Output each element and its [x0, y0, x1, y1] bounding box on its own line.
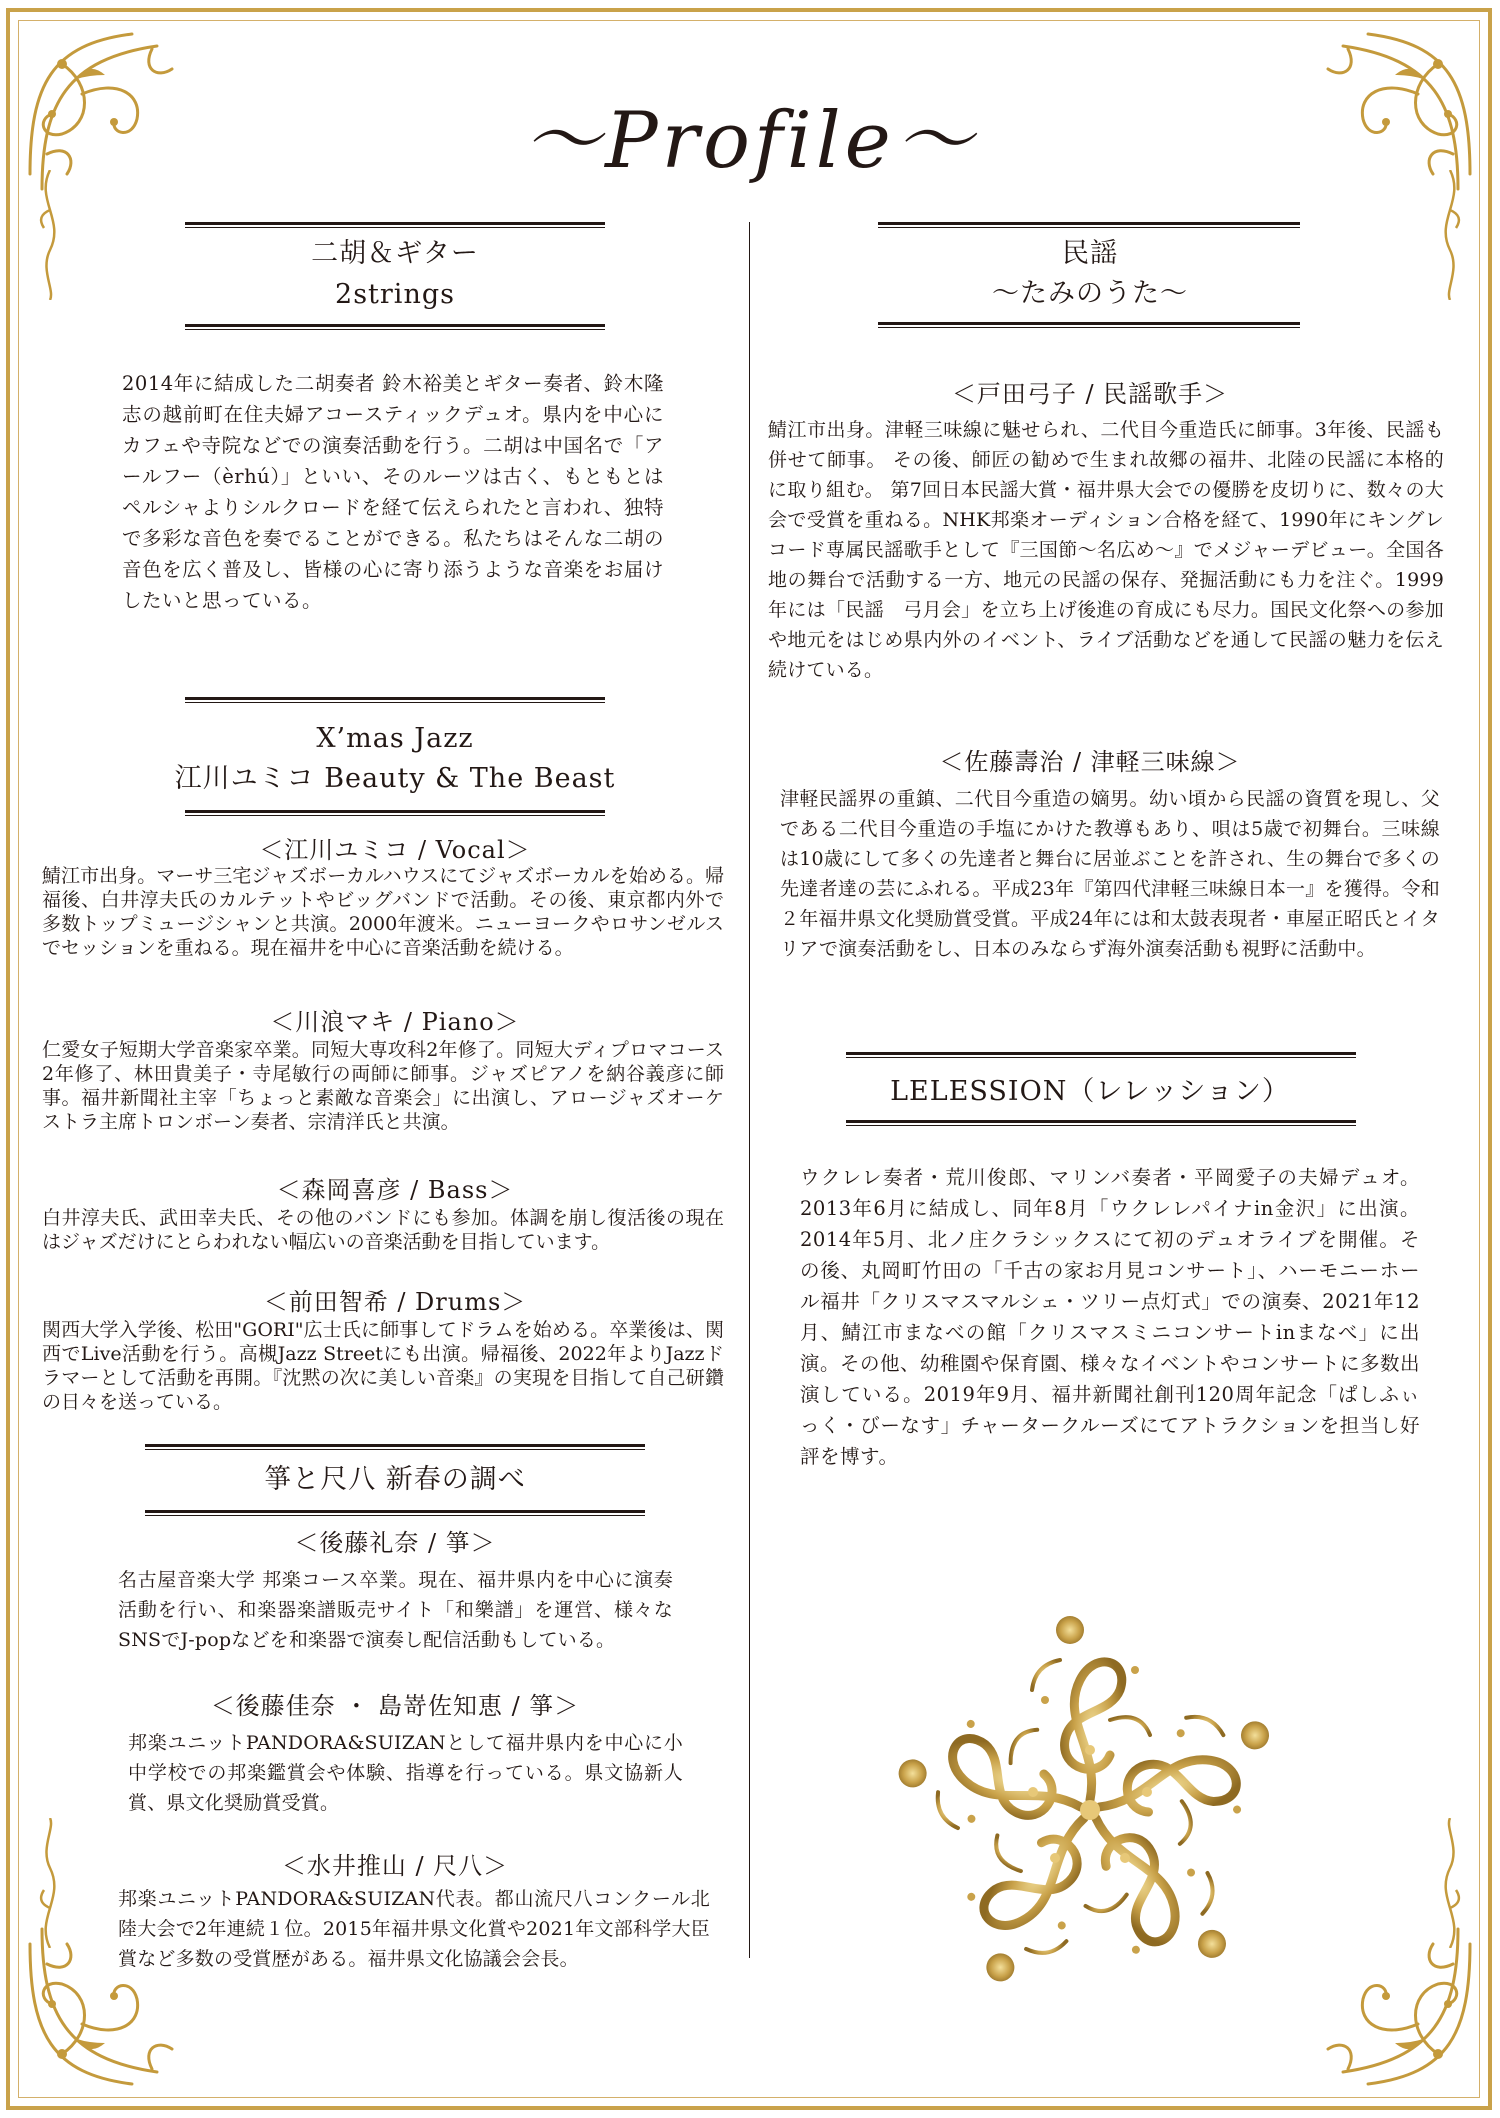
member-text: 鯖江市出身。津軽三味線に魅せられ、二代目今重造氏に師事。3年後、民謡も併せて師事。 その後、師匠の勧めで生まれ故郷の福井、北陸の民謡に本格的に取り組む。 第7回日本民謡大賞・福井県大会での優勝を皮切りに、数々の大会で受賞を重ねる。NHK邦楽オーディション合格を経て、1990年にキングレコード専属民謡歌手として『三国節〜名広め〜』でメジャーデビュー。全国各地の舞台で活動する一方、地元の民謡の保存、発掘活動にも力を注ぐ。1999年には「民謡 弓月会」を立ち上げ後進の育成にも尽力。国民文化祭への参加や地元をはじめ県内外のイベント、ライブ活動などを通して民謡の魅力を伝え続けている。: [768, 419, 1444, 681]
section-text: 2014年に結成した二胡奏者 鈴木裕美とギター奏者、鈴木隆志の越前町在住夫婦アコースティックデュオ。県内を中心にカフェや寺院などでの演奏活動を行う。二胡は中国名で「アールフー（èrhú）」といい、そのルーツは古く、もともとはペルシャよりシルクロードを経て伝えられたと言われ、独特で多彩な音色を奏でることができる。私たちはそんな二胡の音色を広く普及し、皆様の心に寄り添うような音楽をお届けしたいと思っている。: [122, 372, 664, 612]
section-rule: [185, 324, 605, 330]
member-text: 津軽民謡界の重鎮、二代目今重造の嫡男。幼い頃から民謡の資質を現し、父である二代目今重造の手塩にかけた教導もあり、唄は5歳で初舞台。三味線は10歳にして多くの先達者と舞台に居並ぶことを許され、生の舞台で多くの先達者達の芸にふれる。平成23年『第四代津軽三味線日本一』を獲得。令和２年福井県文化奨励賞受賞。平成24年には和太鼓表現者・車屋正昭氏とイタリアで演奏活動をし、日本のみならず海外演奏活動も視野に活動中。: [780, 788, 1440, 960]
section-title: 民謡: [1062, 238, 1118, 269]
member-text: 仁愛女子短期大学音楽家卒業。同短大専攻科2年修了。同短大ディプロマコース2年修了、林田貴美子・寺尾敏行の両師に師事。ジャズピアノを納谷義彦に師事。福井新聞社主宰「ちょっと素敵な音楽会」に出演し、アロージャズオーケストラ主席トロンボーン奏者、宗清洋氏と共演。: [42, 1039, 724, 1133]
member-name: ＜前田智希 / Drums＞: [263, 1288, 527, 1316]
member-text: 白井淳夫氏、武田幸夫氏、その他のバンドにも参加。体調を崩し復活後の現在はジャズだけにとらわれない幅広いの音楽活動を目指しています。: [42, 1207, 724, 1253]
section-title: X’mas Jazz: [316, 723, 474, 754]
member-name: ＜森岡喜彦 / Bass＞: [276, 1176, 514, 1204]
section-rule: [878, 222, 1300, 228]
member-text: 邦楽ユニットPANDORA&SUIZAN代表。都山流尺八コンクール北陸大会で2年連続１位。2015年福井県文化賞や2021年文部科学大臣賞など多数の受賞歴がある。福井県文化協議会会長。: [118, 1888, 710, 1970]
member-name: ＜佐藤壽治 / 津軽三味線＞: [939, 748, 1241, 776]
member-text: 鯖江市出身。マーサ三宅ジャズボーカルハウスにてジャズボーカルを始める。帰福後、白井淳夫氏のカルテットやビッグバンドで活動。その後、東京都内外で多数トップミュージシャンと共演。2000年渡米。ニューヨークやロサンゼルスでセッションを重ねる。現在福井を中心に音楽活動を続ける。: [42, 865, 724, 959]
section-subtitle: 江川ユミコ Beauty & The Beast: [174, 763, 616, 794]
section-rule: [145, 1444, 645, 1450]
column-divider: [749, 222, 750, 1958]
treble-clef-snowflake-icon: [870, 1590, 1310, 2030]
section-rule: [185, 810, 605, 816]
side-flourish-icon: [30, 1818, 70, 1948]
section-text: ウクレレ奏者・荒川俊郎、マリンバ奏者・平岡愛子の夫婦デュオ。2013年6月に結成し、同年8月「ウクレレパイナin金沢」に出演。2014年5月、北ノ庄クラシックスにて初のデュオライブを開催。その後、丸岡町竹田の「千古の家お月見コンサート」、ハーモニーホール福井「クリスマスマルシェ・ツリー点灯式」での演奏、2021年12月、鯖江市まなべの館「クリスマスミニコンサートinまなべ」に出演。その他、幼稚園や保育園、様々なイベントやコンサートに多数出演している。2019年9月、福井新聞社創刊120周年記念「ぱしふぃっく・びーなす」チャータークルーズにてアトラクションを担当し好評を博す。: [800, 1166, 1421, 1468]
member-text: 関西大学入学後、松田"GORI"広士氏に師事してドラムを始める。卒業後は、関西でLive活動を行う。高槻Jazz Streetにも出演。帰福後、2022年よりJazzドラマーとして活動を再開。『沈黙の次に美しい音楽』の実現を目指して自己研鑽の日々を送っている。: [42, 1319, 724, 1413]
page-title: 〜Profile〜: [523, 96, 977, 186]
corner-flourish-icon: [1308, 1924, 1478, 2094]
section-rule: [846, 1120, 1356, 1126]
section-rule: [145, 1510, 645, 1516]
member-name: ＜後藤礼奈 / 箏＞: [294, 1529, 496, 1557]
member-text: 邦楽ユニットPANDORA&SUIZANとして福井県内を中心に小中学校での邦楽鑑賞会や体験、指導を行っている。県文協新人賞、県文化奨励賞受賞。: [128, 1732, 683, 1814]
section-title: 箏と尺八 新春の調べ: [264, 1464, 526, 1495]
member-name: ＜江川ユミコ / Vocal＞: [259, 836, 531, 864]
member-name: ＜川浪マキ / Piano＞: [270, 1008, 520, 1036]
member-name: ＜後藤佳奈 ・ 島嵜佐知恵 / 箏＞: [210, 1692, 580, 1720]
member-name: ＜戸田弓子 / 民謡歌手＞: [951, 380, 1229, 408]
member-name: ＜水井推山 / 尺八＞: [281, 1852, 509, 1880]
section-rule: [846, 1052, 1356, 1058]
section-rule: [185, 222, 605, 228]
side-flourish-icon: [1430, 1818, 1470, 1948]
section-rule: [185, 697, 605, 703]
member-text: 名古屋音楽大学 邦楽コース卒業。現在、福井県内を中心に演奏活動を行い、和楽器楽譜販売サイト「和樂譜」を運営、様々なSNSでJ-popなどを和楽器で演奏し配信活動もしている。: [118, 1569, 673, 1651]
section-title: 二胡＆ギター: [311, 238, 479, 269]
section-subtitle: 〜たみのうた〜: [992, 278, 1188, 309]
section-rule: [878, 322, 1300, 328]
section-subtitle: 2strings: [335, 279, 455, 310]
section-title: LELESSION（レレッション）: [890, 1076, 1290, 1107]
